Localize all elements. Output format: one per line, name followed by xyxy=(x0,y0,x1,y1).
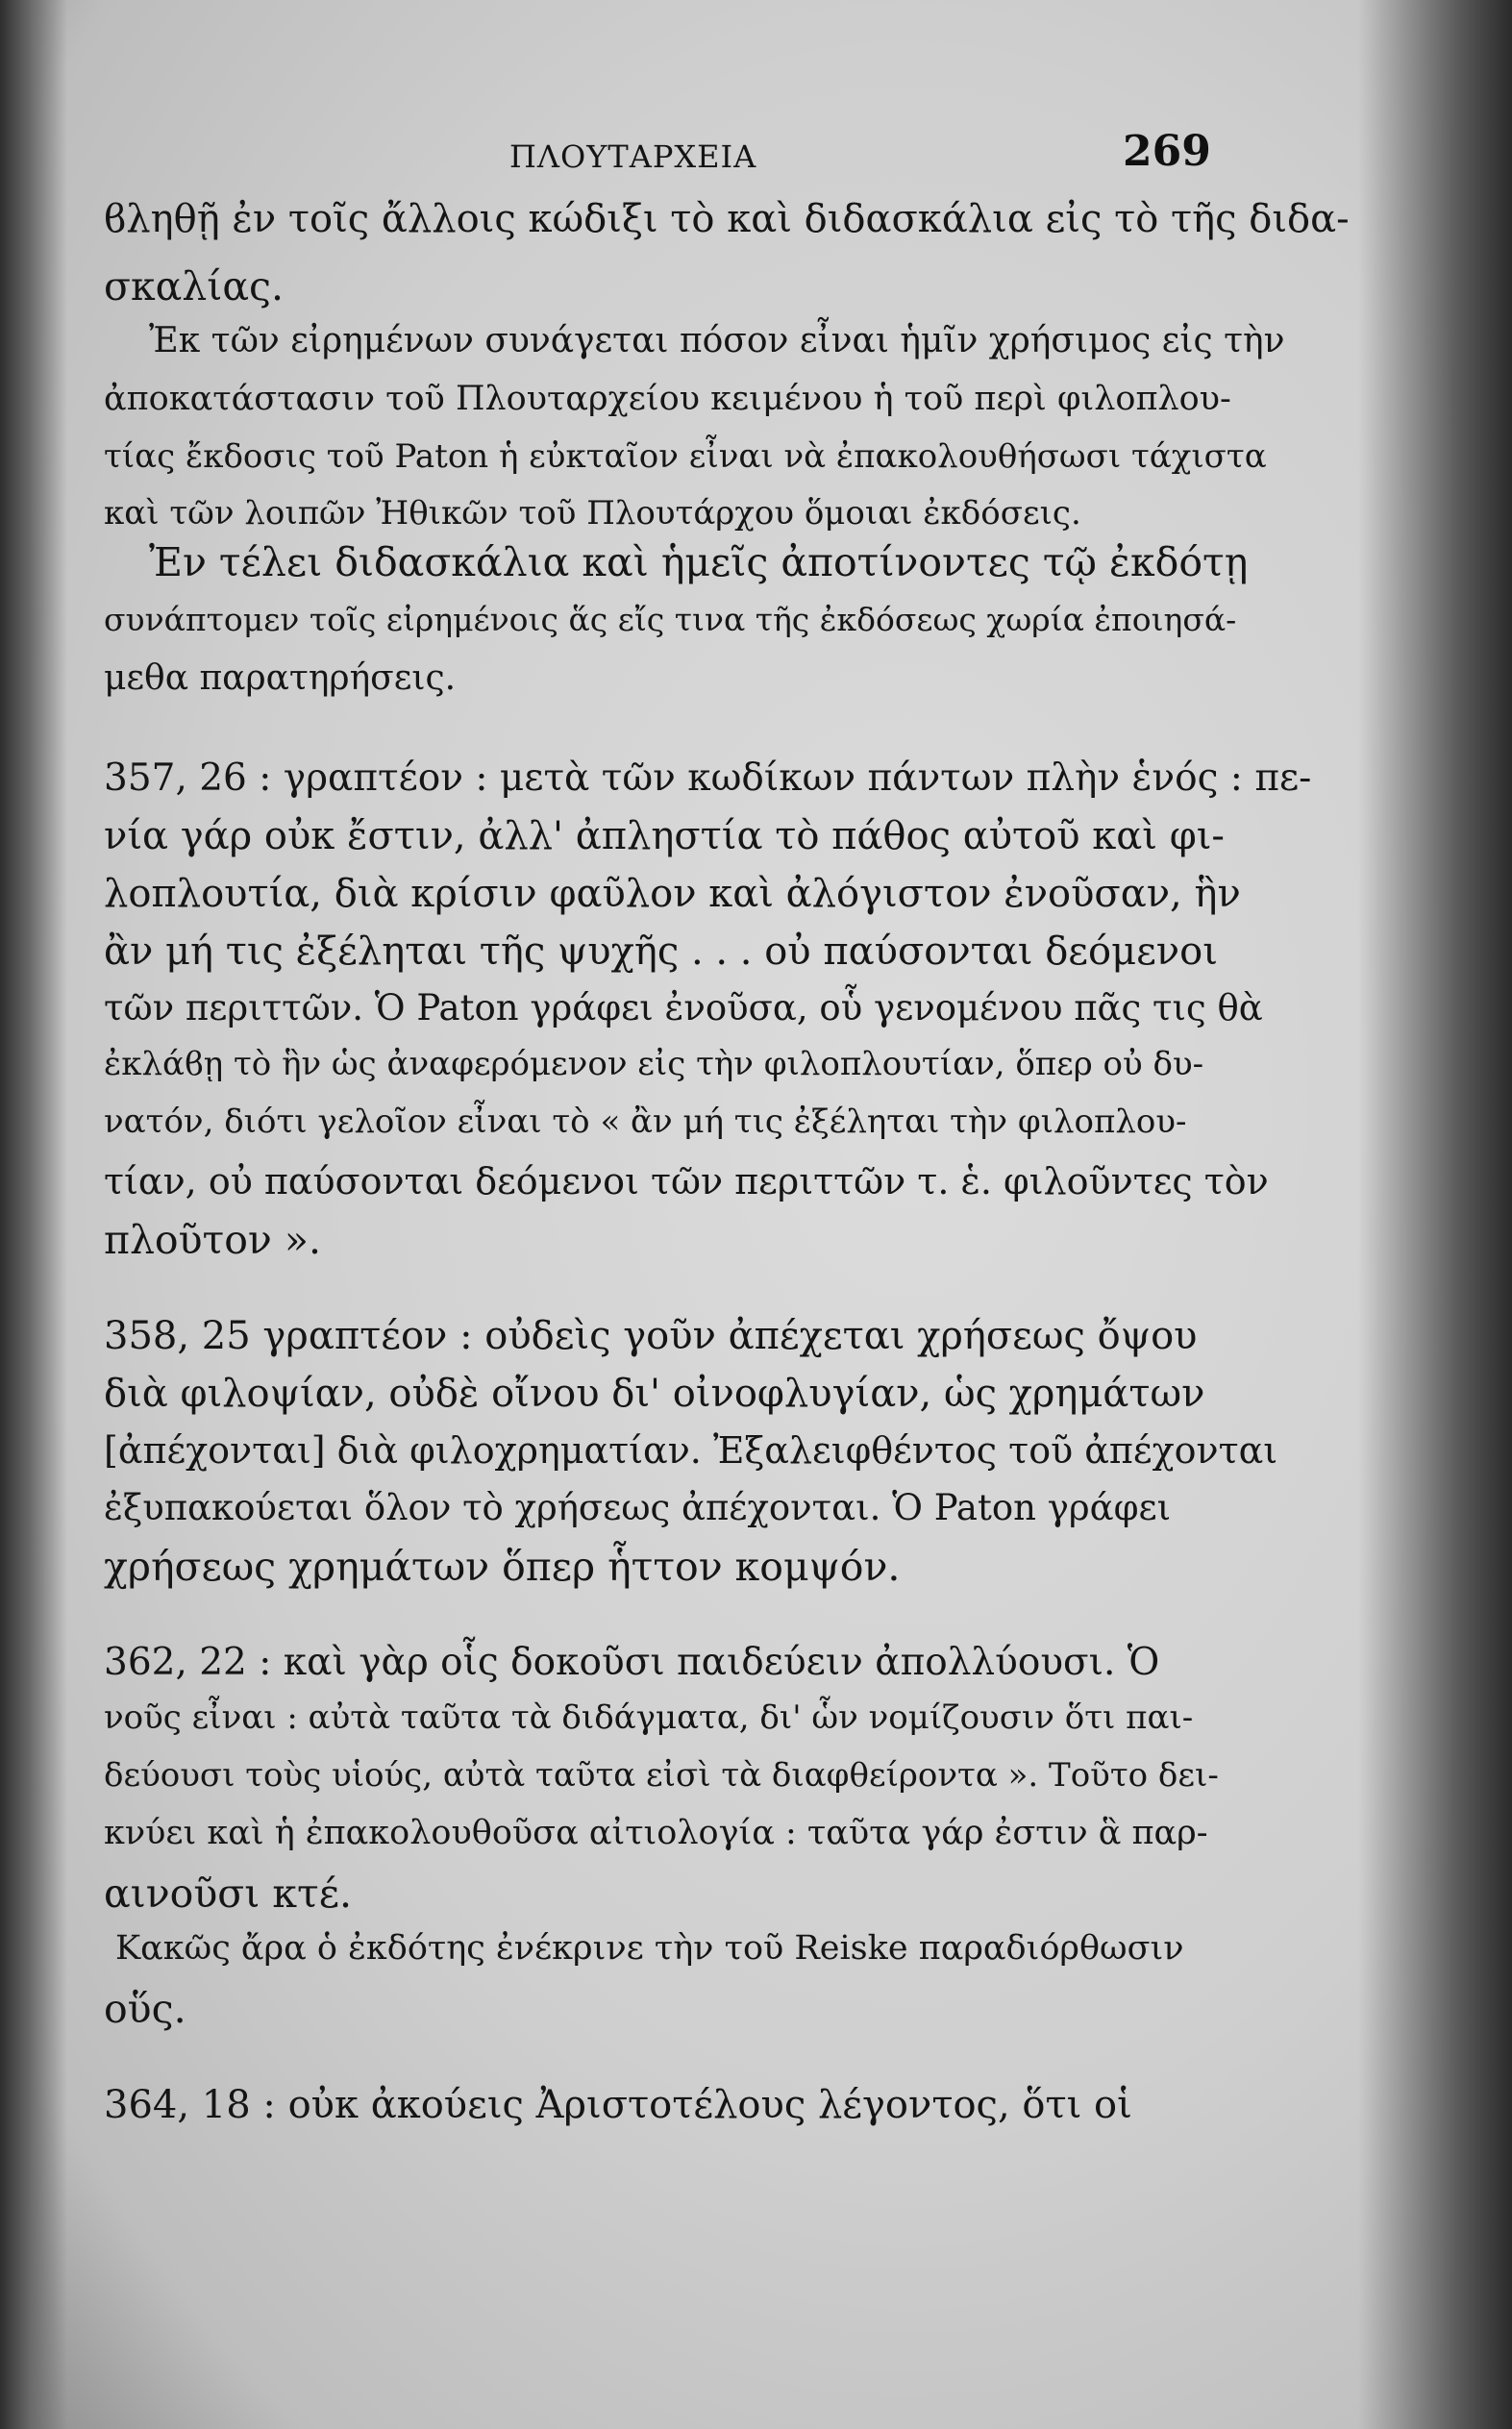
page-header xyxy=(106,125,1211,183)
text-line: σκαλίας. xyxy=(104,263,285,310)
text-line: 357, 26 : γραπτέον : μετὰ τῶν κωδίκων πάντων πλὴν ἑνός : πε- xyxy=(104,756,1312,800)
page-number: 269 xyxy=(1123,127,1211,176)
text-line: τίαν, οὐ παύσονται δεόμενοι τῶν περιττῶν τ. ἑ. φιλοῦντες τὸν xyxy=(104,1160,1269,1202)
text-line: τίας ἔκδοσις τοῦ Paton ἡ εὐκταῖον εἶναι νὰ ἐπακολουθήσωσι τάχιστα xyxy=(104,437,1267,476)
text-line: 362, 22 : καὶ γὰρ οἷς δοκοῦσι παιδεύειν ἀπολλύουσι. Ὁ xyxy=(104,1641,1160,1684)
text-line: Ἐν τέλει διδασκάλια καὶ ἡμεῖς ἀποτίνοντες τῷ ἐκδότῃ xyxy=(149,539,1249,585)
text-line: οὕς. xyxy=(104,1986,186,2032)
text-line: ἐκλάϐῃ τὸ ἣν ὡς ἀναφερόμενον εἰς τὴν φιλοπλουτίαν, ὅπερ οὐ δυ- xyxy=(104,1045,1204,1083)
text-line: πλοῦτον ». xyxy=(104,1217,321,1263)
text-line: διὰ φιλοψίαν, οὐδὲ οἴνου δι' οἰνοφλυγίαν, ὡς χρημάτων xyxy=(104,1372,1205,1416)
text-line: νία γάρ οὐκ ἔστιν, ἀλλ' ἀπληστία τὸ πάθος αὐτοῦ καὶ φι- xyxy=(104,814,1225,858)
text-line: καὶ τῶν λοιπῶν Ἠθικῶν τοῦ Πλουτάρχου ὅμοιαι ἐκδόσεις. xyxy=(104,494,1081,533)
right-page-shadow xyxy=(1358,0,1512,2429)
text-line: χρήσεως χρημάτων ὅπερ ἧττον κομψόν. xyxy=(104,1544,901,1590)
left-page-shadow xyxy=(0,0,67,2429)
text-line: Κακῶς ἄρα ὁ ἐκδότης ἐνέκρινε τὴν τοῦ Reiske παραδιόρθωσιν xyxy=(115,1929,1184,1968)
text-line: αινοῦσι κτέ. xyxy=(104,1871,352,1917)
text-line: 358, 25 γραπτέον : οὐδεὶς γοῦν ἀπέχεται χρήσεως ὄψου xyxy=(104,1314,1198,1358)
text-line: 364, 18 : οὐκ ἀκούεις Ἀριστοτέλους λέγοντος, ὅτι οἱ xyxy=(104,2083,1132,2127)
text-line: τῶν περιττῶν. Ὁ Paton γράφει ἐνοῦσα, οὗ γενομένου πᾶς τις θὰ xyxy=(104,987,1263,1029)
text-line: ἀποκατάστασιν τοῦ Πλουταρχείου κειμένου ἡ τοῦ περὶ φιλοπλου- xyxy=(104,380,1231,418)
text-line: [ἀπέχονται] διὰ φιλοχρηματίαν. Ἐξαλειφθέντος τοῦ ἀπέχονται xyxy=(104,1429,1278,1472)
text-line: ἐξυπακούεται ὅλον τὸ χρήσεως ἀπέχονται. Ὁ Paton γράφει xyxy=(104,1487,1172,1528)
text-line: Ἐκ τῶν εἰρημένων συνάγεται πόσον εἶναι ἡμῖν χρήσιμος εἰς τὴν xyxy=(149,321,1285,360)
text-line: ϐληθῇ ἐν τοῖς ἄλλοις κώδιξι τὸ καὶ διδασκάλια εἰς τὸ τῆς διδα- xyxy=(104,197,1350,241)
text-line: δεύουσι τοὺς υἱούς, αὐτὰ ταῦτα εἰσὶ τὰ διαφθείροντα ». Τοῦτο δει- xyxy=(104,1756,1219,1795)
text-line: νοῦς εἶναι : αὐτὰ ταῦτα τὰ διδάγματα, δι' ὧν νομίζουσιν ὅτι παι- xyxy=(104,1698,1194,1737)
text-line: ἂν μή τις ἐξέληται τῆς ψυχῆς . . . οὐ παύσονται δεόμενοι xyxy=(104,929,1218,974)
text-line: κνύει καὶ ἡ ἐπακολουθοῦσα αἰτιολογία : ταῦτα γάρ ἐστιν ἃ παρ- xyxy=(104,1814,1208,1852)
text-line: μεθα παρατηρήσεις. xyxy=(104,658,457,698)
text-line: νατόν, διότι γελοῖον εἶναι τὸ « ἂν μή τις ἐξέληται τὴν φιλοπλου- xyxy=(104,1103,1187,1141)
text-line: συνάπτομεν τοῖς εἰρημένοις ἅς εἴς τινα τῆς ἐκδόσεως χωρία ἐποιησά- xyxy=(104,601,1237,638)
running-title: ΠΛΟΥΤΑΡΧΕΙΑ xyxy=(509,138,757,175)
text-line: λοπλουτία, διὰ κρίσιν φαῦλον καὶ ἀλόγιστον ἐνοῦσαν, ἣν xyxy=(104,872,1241,916)
